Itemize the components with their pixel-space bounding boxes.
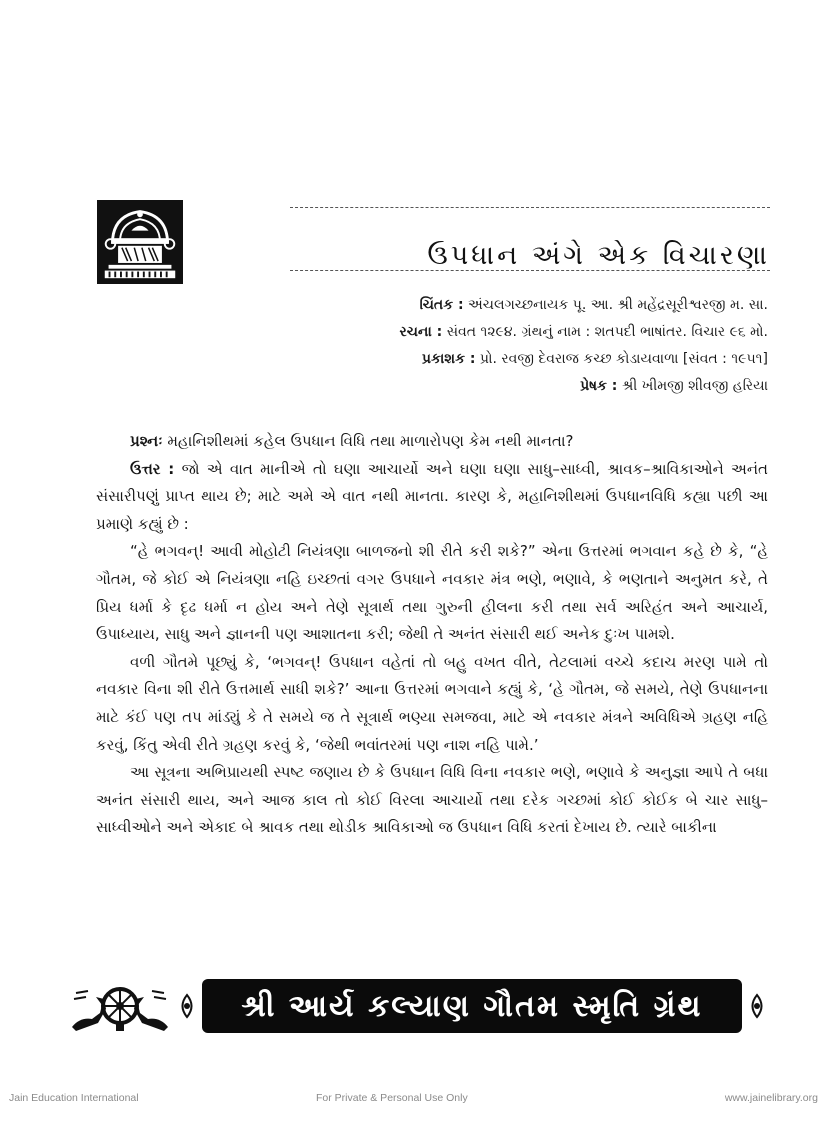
credit-label: ચિંતક : — [419, 297, 464, 313]
credit-sender — [208, 373, 768, 400]
credit-value: શ્રી ખીમજી શીવજી હરિયા — [621, 378, 768, 394]
credit-composition — [208, 319, 768, 346]
banner-title: શ્રી આર્ય કલ્યાણ ગૌતમ સ્મૃતિ ગ્રંથ — [241, 988, 703, 1024]
footer-publisher: Jain Education International — [9, 1092, 139, 1104]
publication-banner — [70, 975, 770, 1037]
answer-label: ઉત્તર : — [130, 459, 175, 478]
credit-value: અંચલગચ્છનાયક પૂ. આ. શ્રી મહેંદ્રસૂરીશ્વરજી મ. સા. — [468, 297, 768, 313]
title-rule-bottom — [290, 270, 770, 271]
credits-block — [208, 292, 768, 400]
question-paragraph — [96, 428, 768, 456]
answer-text: જો એ વાત માનીએ તો ઘણા આચાર્યો અને ઘણા ઘણા સાધુ–સાધ્વી, શ્રાવક–શ્રાવિકાઓને અનંત સંસારીપણું પ્રાપ્ત થાય છે; માટે અમે એ વાત નથી માનતા. કારણ કે, મહાનિશીથમાં ઉપધાનવિધિ કહ્યા પછી આ પ્રમાણે કહ્યું છે : — [96, 459, 768, 533]
credit-label: પ્રકાશક : — [421, 351, 476, 367]
answer-paragraph — [96, 456, 768, 539]
credit-value: સંવત ૧૨૯૪. ગ્રંથનું નામ : શતપદી ભાષાંતર. વિચાર ૯૬ મો. — [446, 324, 768, 340]
banner-title-plate — [202, 979, 742, 1033]
footer-usage-notice: For Private & Personal Use Only — [316, 1092, 468, 1104]
credit-thinker — [208, 292, 768, 319]
body-paragraph: “હે ભગવન્! આવી મોહોટી નિયંત્રણા બાળજનો શી રીતે કરી શકે?” એના ઉત્તરમાં ભગવાન કહે છે કે, “હે ગૌતમ, જે કોઈ એ નિયંત્રણા નહિ ઇચ્છતાં વગર ઉપધાને નવકાર મંત્ર ભણે, ભણાવે, કે ભણતાને અનુમત કરે, તે પ્રિય ધર્મા કે દૃઢ ધર્મા ન હોય અને તેણે સૂત્રાર્થ તથા ગુરુની હીલના કરી તથા સર્વ અરિહંત અને આચાર્ય, ઉપાધ્યાય, સાધુ અને જ્ઞાનની પણ આશાતના કરી; જેથી તે અનંત સંસારી થઈ અનેક દુઃખ પામશે. — [96, 542, 768, 644]
question-text: મહાનિશીથમાં કહેલ ઉપધાન વિધિ તથા માળારોપણ કેમ નથી માનતા? — [167, 432, 574, 450]
body-paragraph: આ સૂત્રના અભિપ્રાયથી સ્પષ્ટ જણાય છે કે ઉપધાન વિધિ વિના નવકાર ભણે, ભણાવે કે અનુજ્ઞા આપે તે બધા અનંત સંસારી થાય, અને આજ કાલ તો કોઈ વિરલા આચાર્યો તથા દરેક ગચ્છમાં કોઈ કોઈક બે ચાર સાધુ–સાધ્વીઓને અને એકાદ બે શ્રાવક તથા થોડીક શ્રાવિકાઓ જ ઉપધાન વિધિ કરતાં દેખાય છે. ત્યારે બાકીના — [96, 763, 768, 837]
credit-publisher — [208, 346, 768, 373]
credit-label: પ્રેષક : — [580, 378, 618, 394]
deer-dharma-chakra-icon — [70, 979, 170, 1033]
question-label: પ્રશ્નઃ — [130, 432, 163, 450]
article-body — [96, 428, 768, 842]
flourish-right-icon — [744, 993, 770, 1019]
article-title: ઉપધાન અંગે એક વિચારણા — [427, 240, 770, 272]
credit-value: પ્રો. રવજી દેવરાજ કચ્છ કોડાયવાળા [સંવત : ૧૯૫૧] — [479, 351, 768, 367]
footer-website-link[interactable]: www.jainelibrary.org — [724, 1092, 818, 1104]
body-paragraph: વળી ગૌતમે પૂછ્યું કે, ‘ભગવન્! ઉપધાન વહેતાં તો બહુ વખત વીતે, તેટલામાં વચ્ચે કદાચ મરણ પામે તો નવકાર વિના શી રીતે ઉત્તમાર્થ સાધી શકે?’ આના ઉત્તરમાં ભગવાને કહ્યું કે, ‘હે ગૌતમ, જે સમયે, તેણે ઉપધાનના માટે કંઈ પણ તપ માંડ્યું કે તે સમયે જ તે સૂત્રાર્થ ભણ્યા સમજવા, માટે એ નવકાર મંત્રને અવિધિએ ગ્રહણ નહિ કરવું, કિંતુ એવી રીતે ગ્રહણ કરવું કે, ‘જેથી ભવાંતરમાં પણ નાશ નહિ પામે.’ — [96, 652, 768, 754]
credit-label: રચના : — [399, 324, 443, 340]
page-footer — [0, 1092, 828, 1108]
flourish-left-icon — [174, 993, 200, 1019]
temple-emblem-icon — [97, 200, 183, 284]
title-rule-top — [290, 207, 770, 208]
